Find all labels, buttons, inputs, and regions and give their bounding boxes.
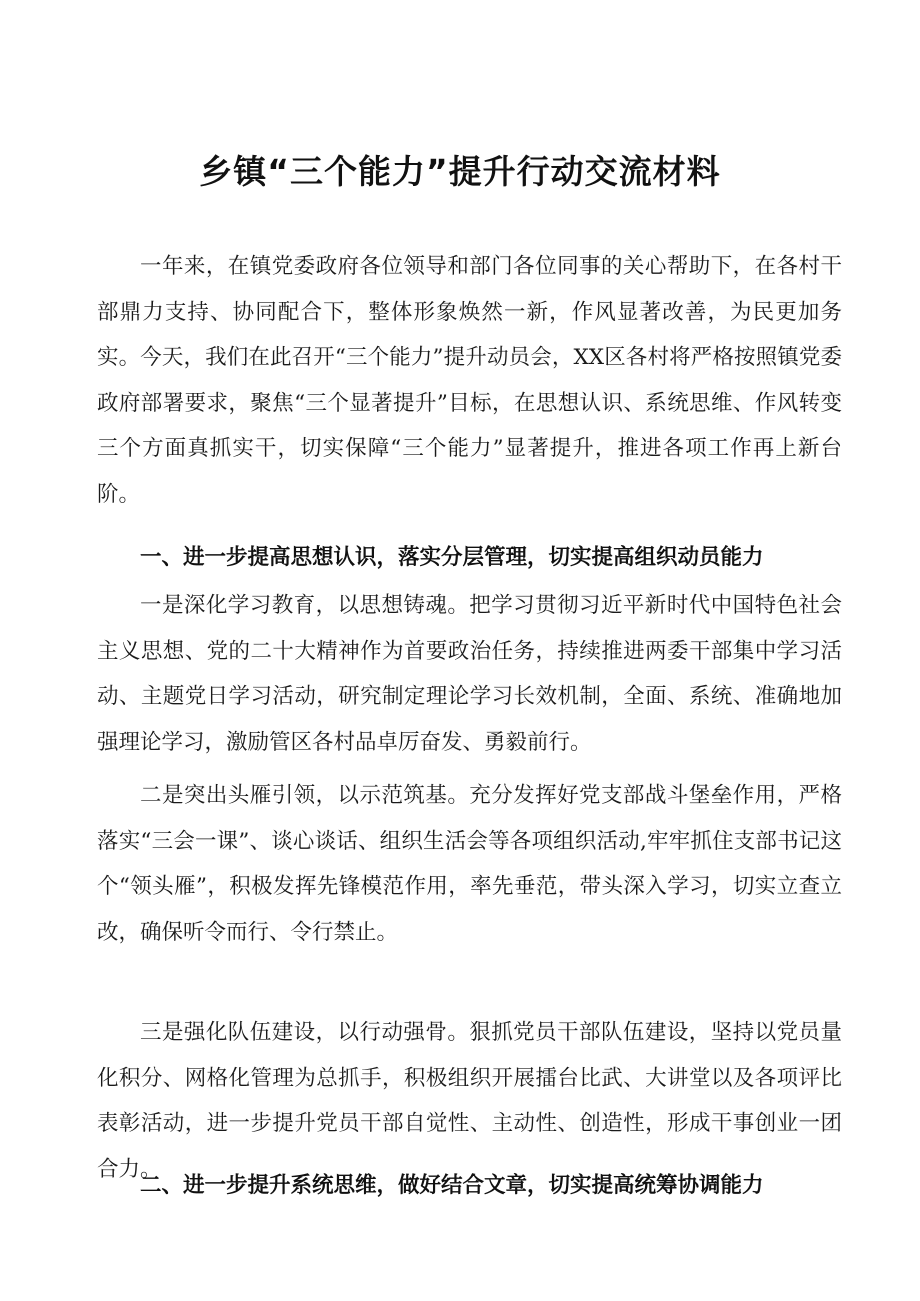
section1-paragraph-2: 二是突出头雁引领，以示范筑基。充分发挥好党支部战斗堡垒作用，严格落实“三会一课”、谈心谈话、组织生活会等各项组织活动,牢牢抓住支部书记这个“领头雁”，积极发挥先锋模范作用，率先垂范，带头深入学习，切实立查立改，确保听令而行、令行禁止。 [97, 783, 842, 945]
intro-paragraph: 一年来，在镇党委政府各位领导和部门各位同事的关心帮助下，在各村干部鼎力支持、协同配合下，整体形象焕然一新，作风显著改善，为民更加务实。今天，我们在此召开“三个能力”提升动员会，XX区各村将严格按照镇党委政府部署要求，聚焦“三个显著提升”目标，在思想认识、系统思维、作风转变三个方面真抓实干，切实保障“三个能力”显著提升，推进各项工作再上新台阶。 [97, 254, 842, 507]
section-heading-1: 一、进一步提高思想认识，落实分层管理，切实提高组织动员能力 [140, 545, 764, 570]
section1-paragraph-3: 三是强化队伍建设，以行动强骨。狠抓党员干部队伍建设，坚持以党员量化积分、网格化管理为总抓手，积极组织开展擂台比武、大讲堂以及各项评比表彰活动，进一步提升党员干部自觉性、主动性、创造性，形成干事创业一团合力。 [97, 1020, 842, 1182]
document-title: 乡镇“三个能力”提升行动交流材料 [199, 152, 721, 191]
section1-paragraph-1: 一是深化学习教育，以思想铸魂。把学习贯彻习近平新时代中国特色社会主义思想、党的二十大精神作为首要政治任务，持续推进两委干部集中学习活动、主题党日学习活动，研究制定理论学习长效机制，全面、系统、准确地加强理论学习，激励管区各村品卓厉奋发、勇毅前行。 [97, 593, 842, 755]
section-heading-2: 二、进一步提升系统思维，做好结合文章，切实提高统筹协调能力 [140, 1173, 764, 1198]
